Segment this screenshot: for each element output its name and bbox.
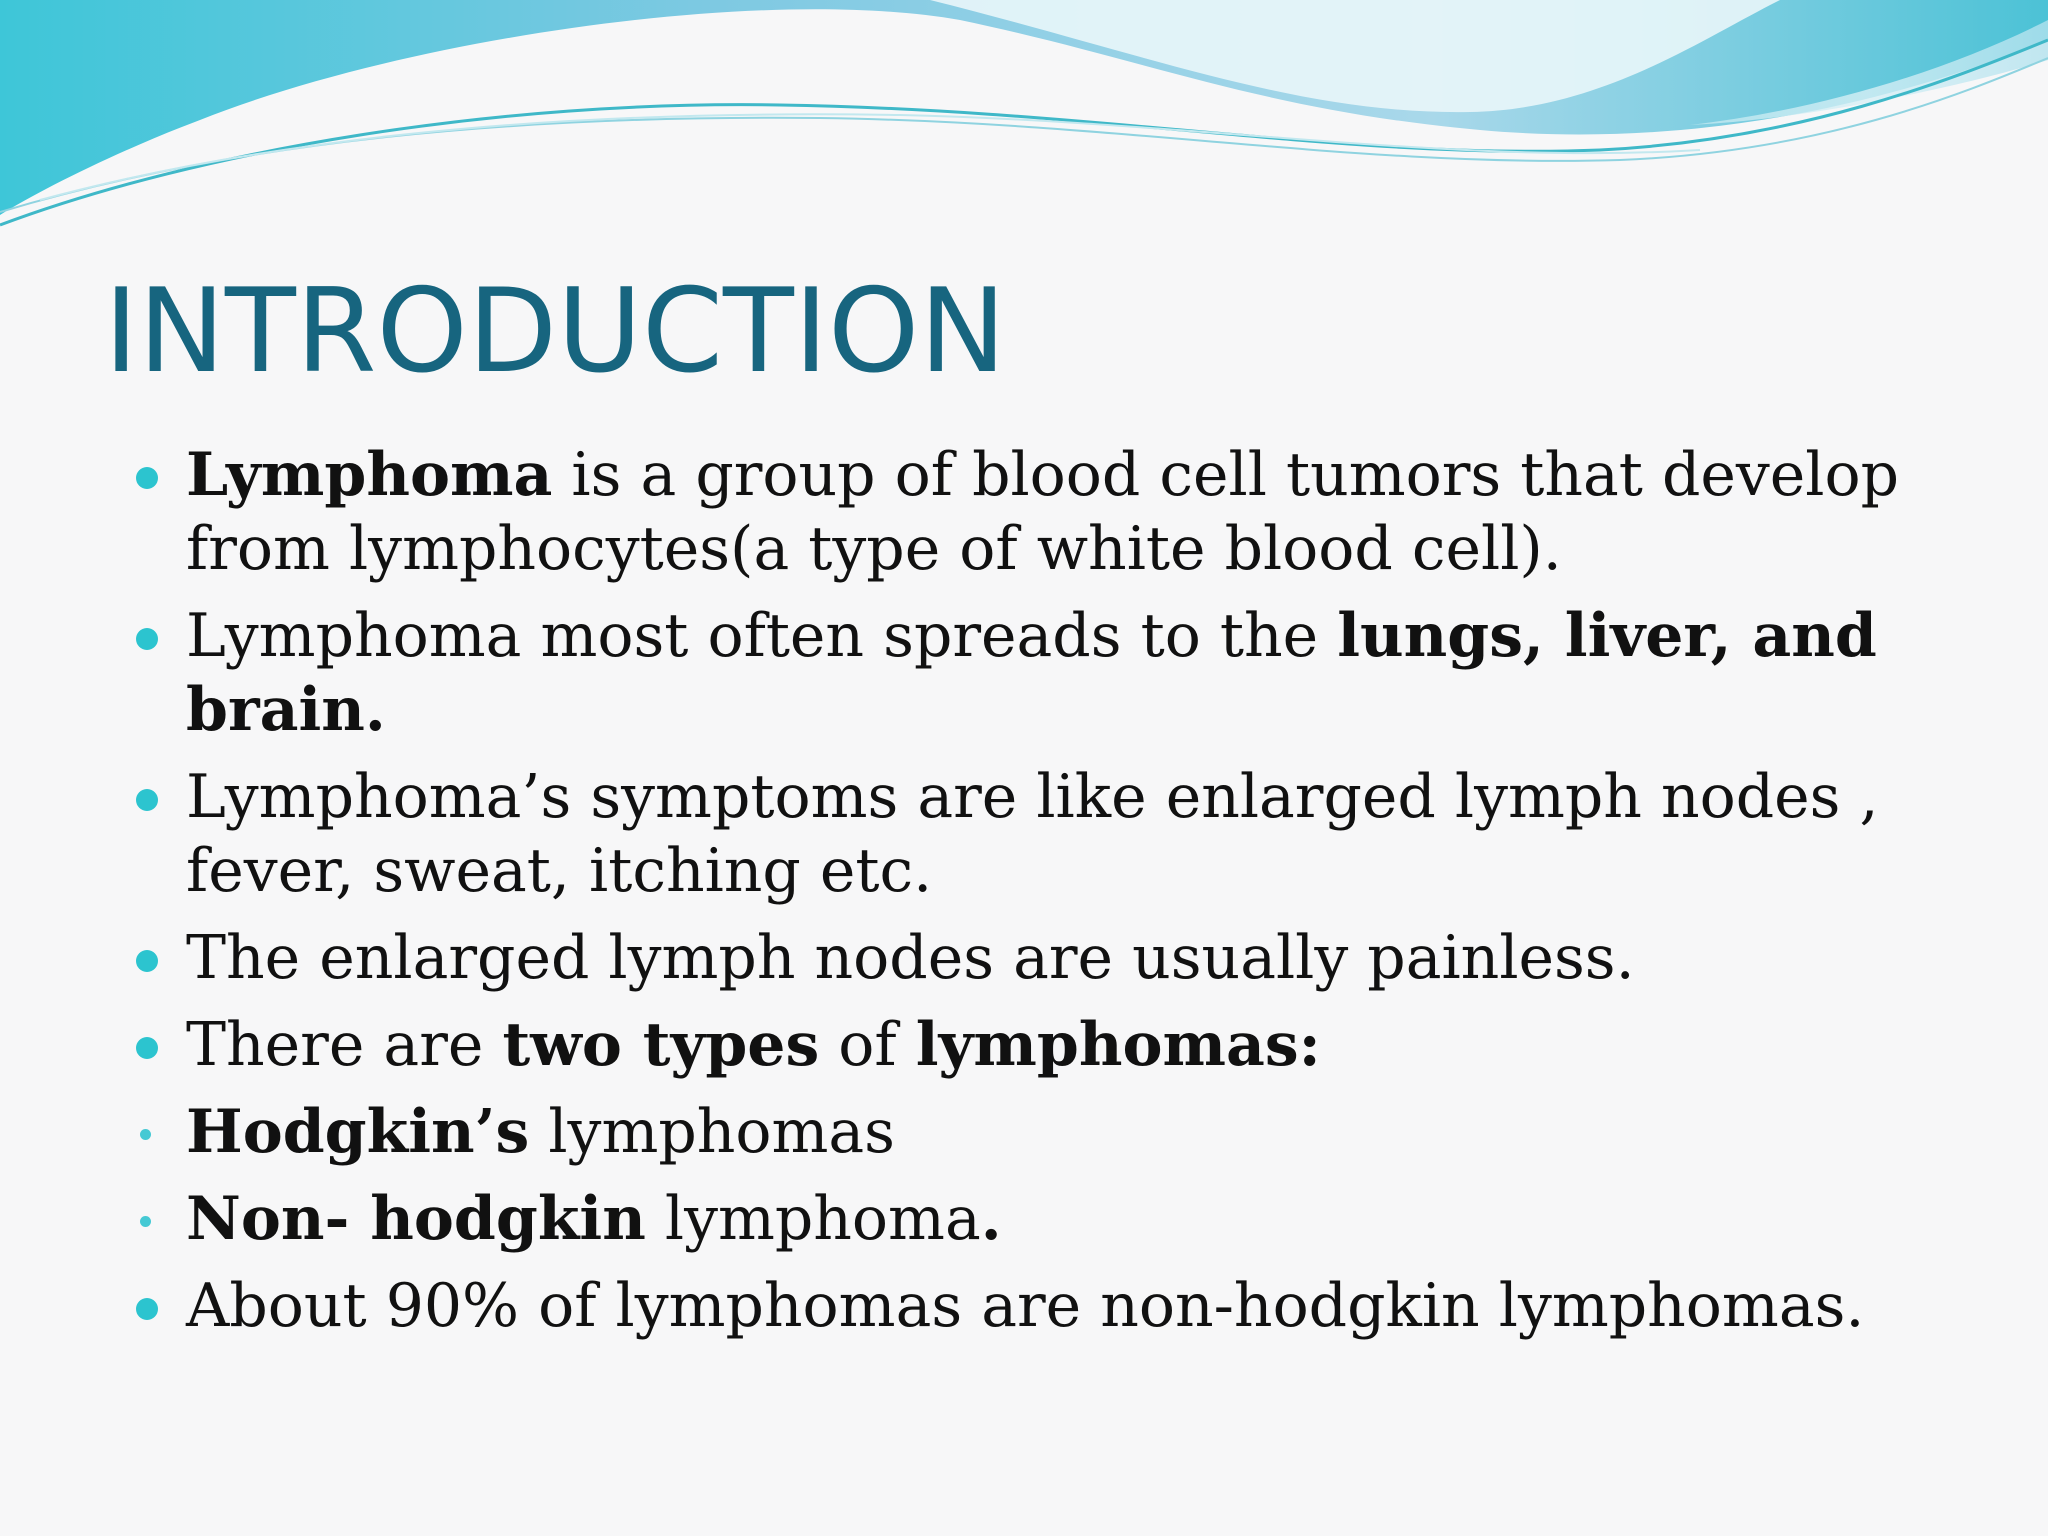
list-item (186, 921, 1986, 995)
list-item (186, 599, 1986, 747)
round-bullet-icon (136, 1298, 158, 1320)
bold-term: lymphomas: (915, 1010, 1321, 1080)
small-dot-icon (140, 1216, 151, 1227)
item-text: lymphomas (529, 1097, 895, 1167)
bold-term: two types (502, 1010, 820, 1080)
item-text: of (819, 1010, 916, 1080)
small-dot-icon (140, 1129, 151, 1140)
bold-term: Lymphoma (186, 440, 553, 510)
list-item (186, 760, 1986, 908)
item-text: The enlarged lymph nodes are usually painless. (186, 923, 1635, 993)
round-bullet-icon (136, 628, 158, 650)
bold-term: lungs, liver, and brain. (186, 601, 1877, 745)
slide-title: INTRODUCTION (104, 264, 1007, 399)
list-item (186, 438, 1986, 586)
round-bullet-icon (136, 1037, 158, 1059)
round-bullet-icon (136, 467, 158, 489)
item-text: lymphoma (645, 1184, 981, 1254)
bold-term: Hodgkin’s (186, 1097, 530, 1167)
item-text: is a group of blood cell tumors that develop from lymphocytes(a type of white blood cell). (186, 440, 1900, 584)
list-item (186, 1269, 1986, 1343)
bold-term: . (980, 1184, 1002, 1254)
item-text: Lymphoma’s symptoms are like enlarged lymph nodes , fever, sweat, itching etc. (186, 762, 1879, 906)
list-item (186, 1095, 1986, 1169)
item-text: Lymphoma most often spreads to the (186, 601, 1338, 671)
bullet-list (186, 438, 1986, 1356)
item-text: There are (186, 1010, 503, 1080)
item-text: About 90% of lymphomas are non-hodgkin lymphomas. (186, 1271, 1865, 1341)
bold-term: Non- hodgkin (186, 1184, 646, 1254)
header-wave-decoration (0, 0, 2048, 260)
round-bullet-icon (136, 950, 158, 972)
list-item (186, 1182, 1986, 1256)
list-item (186, 1008, 1986, 1082)
round-bullet-icon (136, 789, 158, 811)
